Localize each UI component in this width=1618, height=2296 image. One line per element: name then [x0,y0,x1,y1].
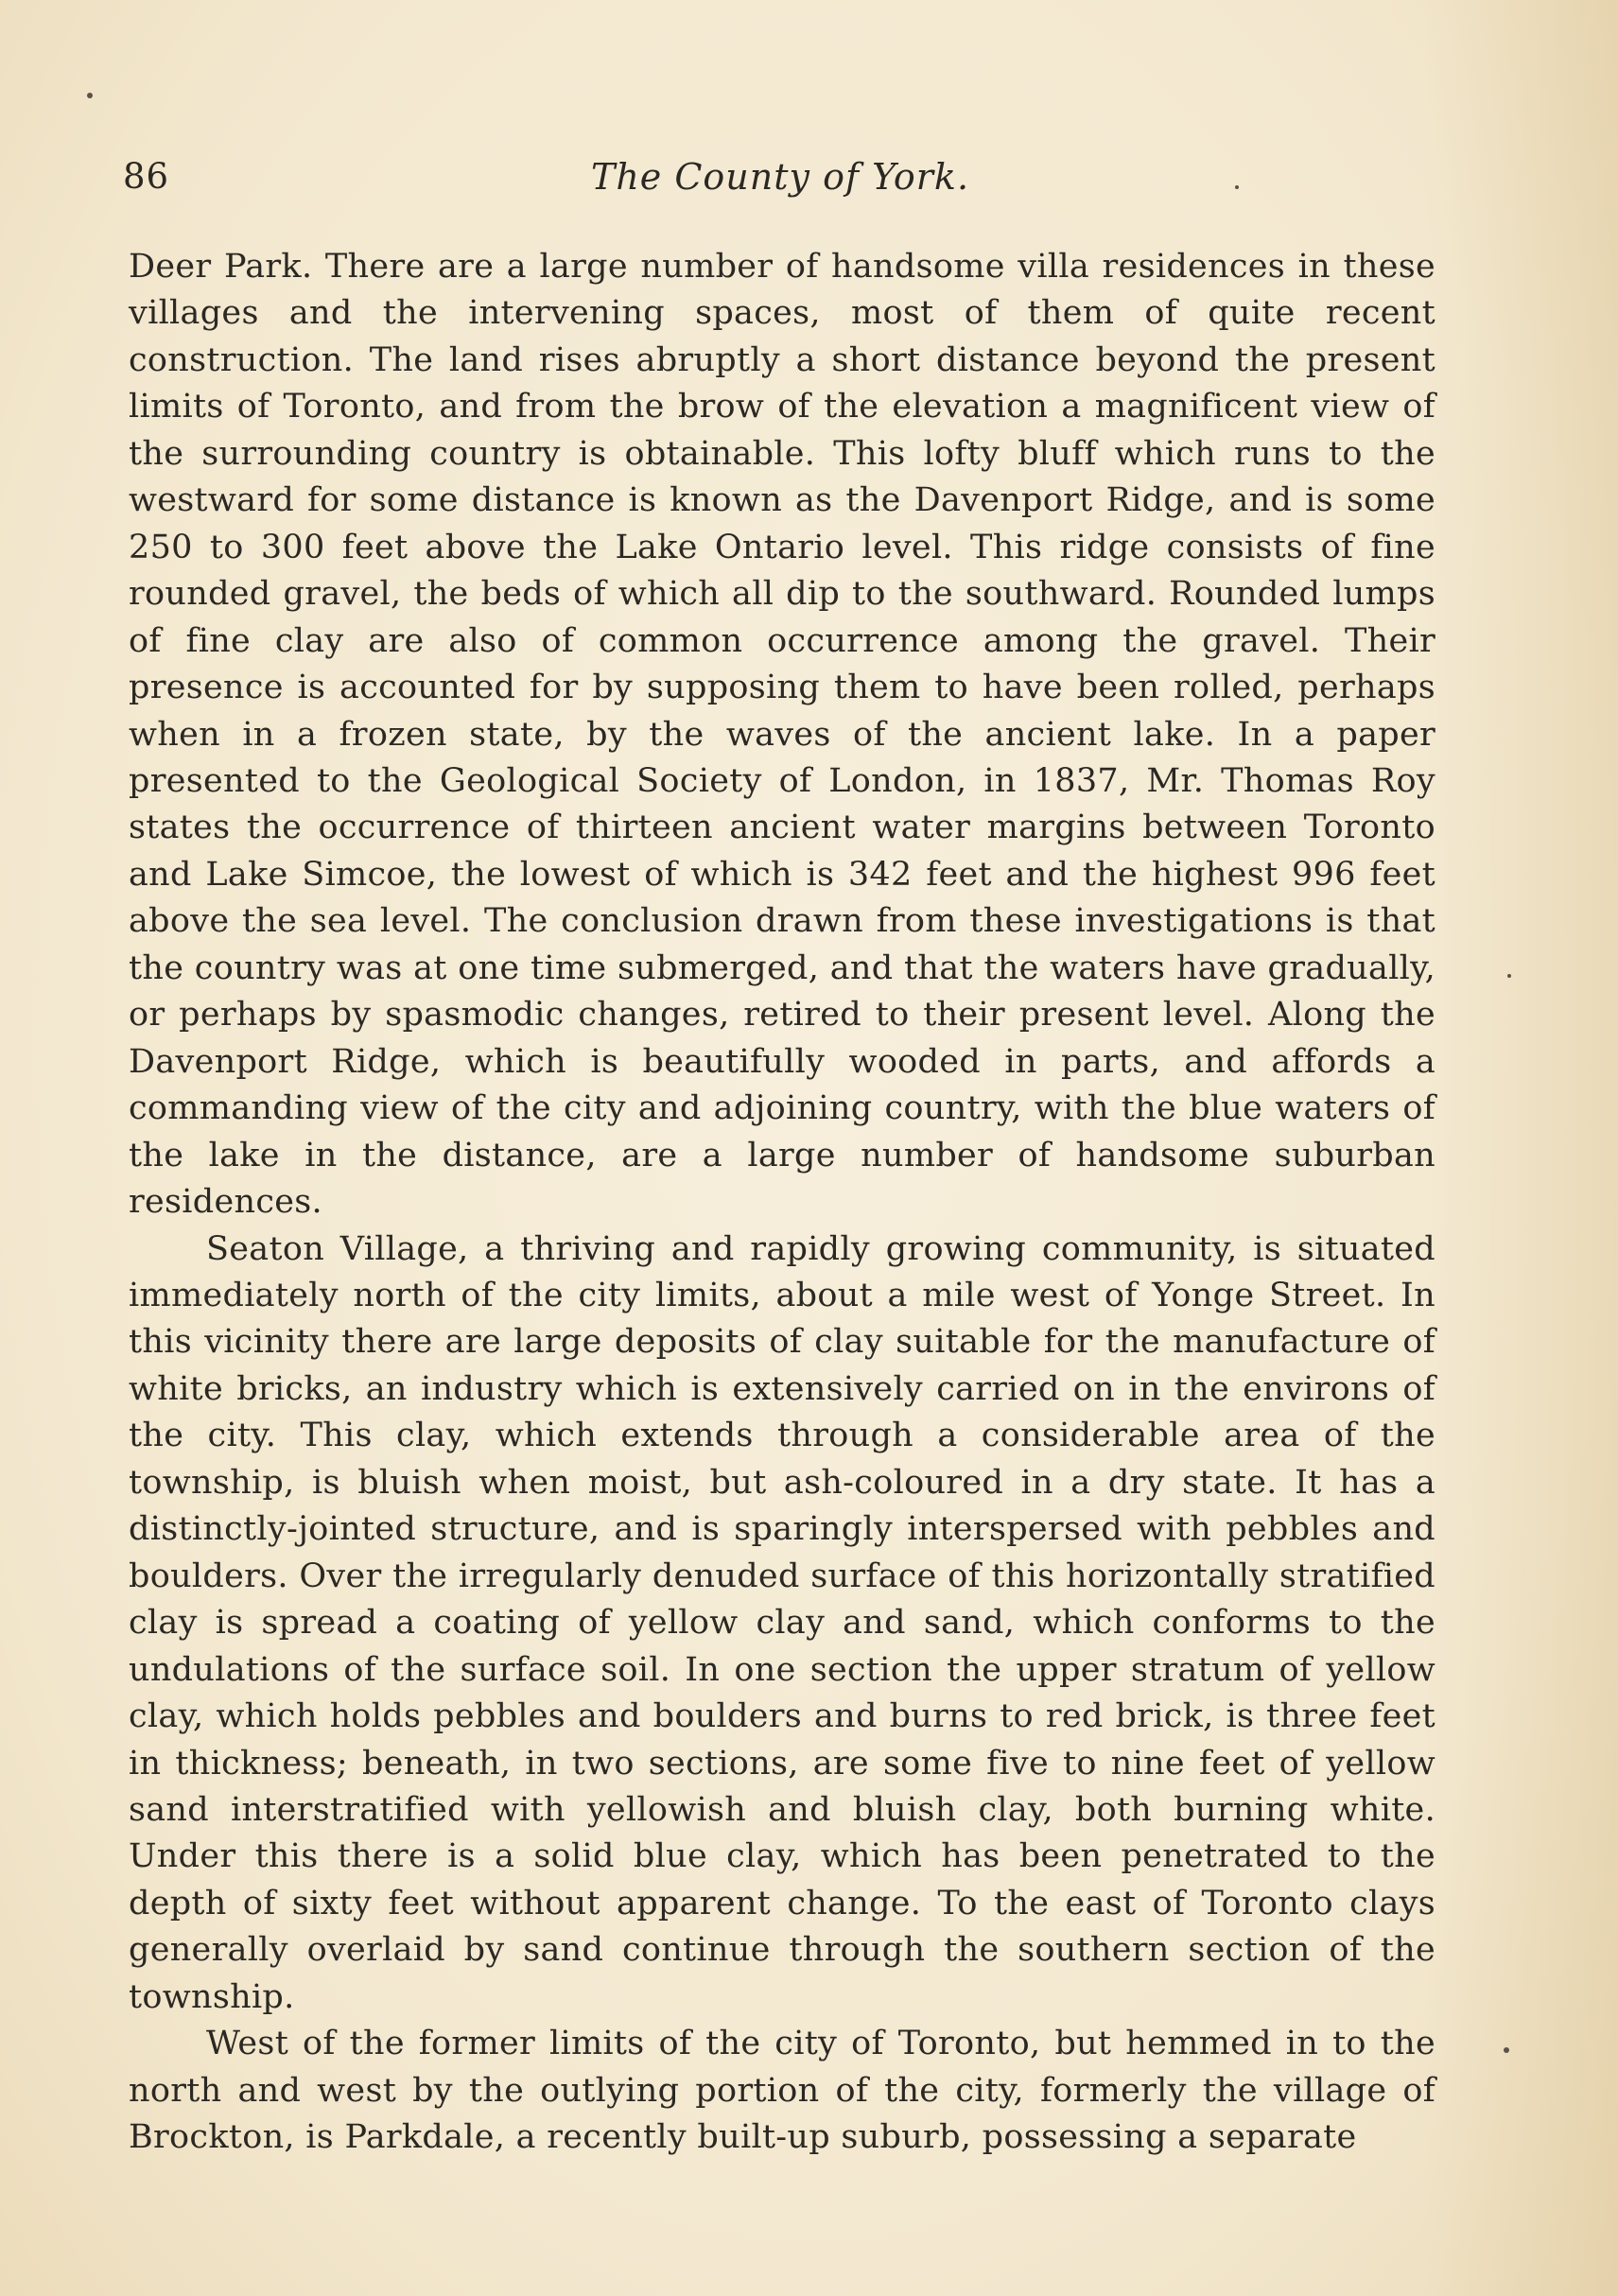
paragraph-2: Seaton Village, a thriving and rapidly growing community, is situated immediately north of the city limits, about a mile west of Yonge Street. In this vicinity there are large deposits of clay suitable for the manufacture of white bricks, an industry which is extensively carried on in the environs of the city. This clay, which extends through a considerable area of the township, is bluish when moist, but ash-coloured in a dry state. It has a distinctly-jointed structure, and is sparingly interspersed with pebbles and boulders. Over the irregularly denuded surface of this horizontally stratified clay is spread a coating of yellow clay and sand, which conforms to the undulations of the surface soil. In one section the upper stratum of yellow clay, which holds pebbles and boulders and burns to red brick, is three feet in thickness; beneath, in two sections, are some five to nine feet of yellow sand interstratified with yellowish and bluish clay, both burning white. Under this there is a solid blue clay, which has been penetrated to the depth of sixty feet without apparent change. To the east of Toronto clays generally overlaid by sand continue through the southern section of the township. [129,1229,1435,2016]
ink-speck [1504,2047,1509,2053]
ink-speck [87,93,93,98]
body-text [129,244,1435,2162]
page-header [123,156,1437,209]
paragraph-1: Deer Park. There are a large number of handsome villa residences in these villages and the intervening spaces, most of them of quite recent construction. The land rises abruptly a short distance beyond the present limits of Toronto, and from the brow of the elevation a magnificent view of the surrounding country is obtainable. This lofty bluff which runs to the westward for some distance is known as the Davenport Ridge, and is some 250 to 300 feet above the Lake Ontario level. This ridge consists of fine rounded gravel, the beds of which all dip to the southward. Rounded lumps of fine clay are also of common occurrence among the gravel. Their presence is accounted for by supposing them to have been rolled, perhaps when in a frozen state, by the waves of the ancient lake. In a paper presented to the Geological Society of London, in 1837, Mr. Thomas Roy states the occurrence of thirteen ancient water margins between Toronto and Lake Simcoe, the lowest of which is 342 feet and the highest 996 feet above the sea level. The conclusion drawn from these investigations is that the country was at one time submerged, and that the waters have gradually, or perhaps by spasmodic changes, retired to their present level. Along the Davenport Ridge, which is beautifully wooded in parts, and affords a commanding view of the city and adjoining country, with the blue waters of the lake in the distance, are a large number of handsome suburban residences. [129,248,1435,1222]
ink-speck [1507,974,1511,978]
running-head: The County of York. [590,156,970,198]
paragraph-3: West of the former limits of the city of Toronto, but hemmed in to the north and west by the outlying portion of the city, formerly the village of Brockton, is Parkdale, a recently built-up suburb, possessing a separate [129,2025,1435,2157]
page-number: 86 [123,156,170,197]
